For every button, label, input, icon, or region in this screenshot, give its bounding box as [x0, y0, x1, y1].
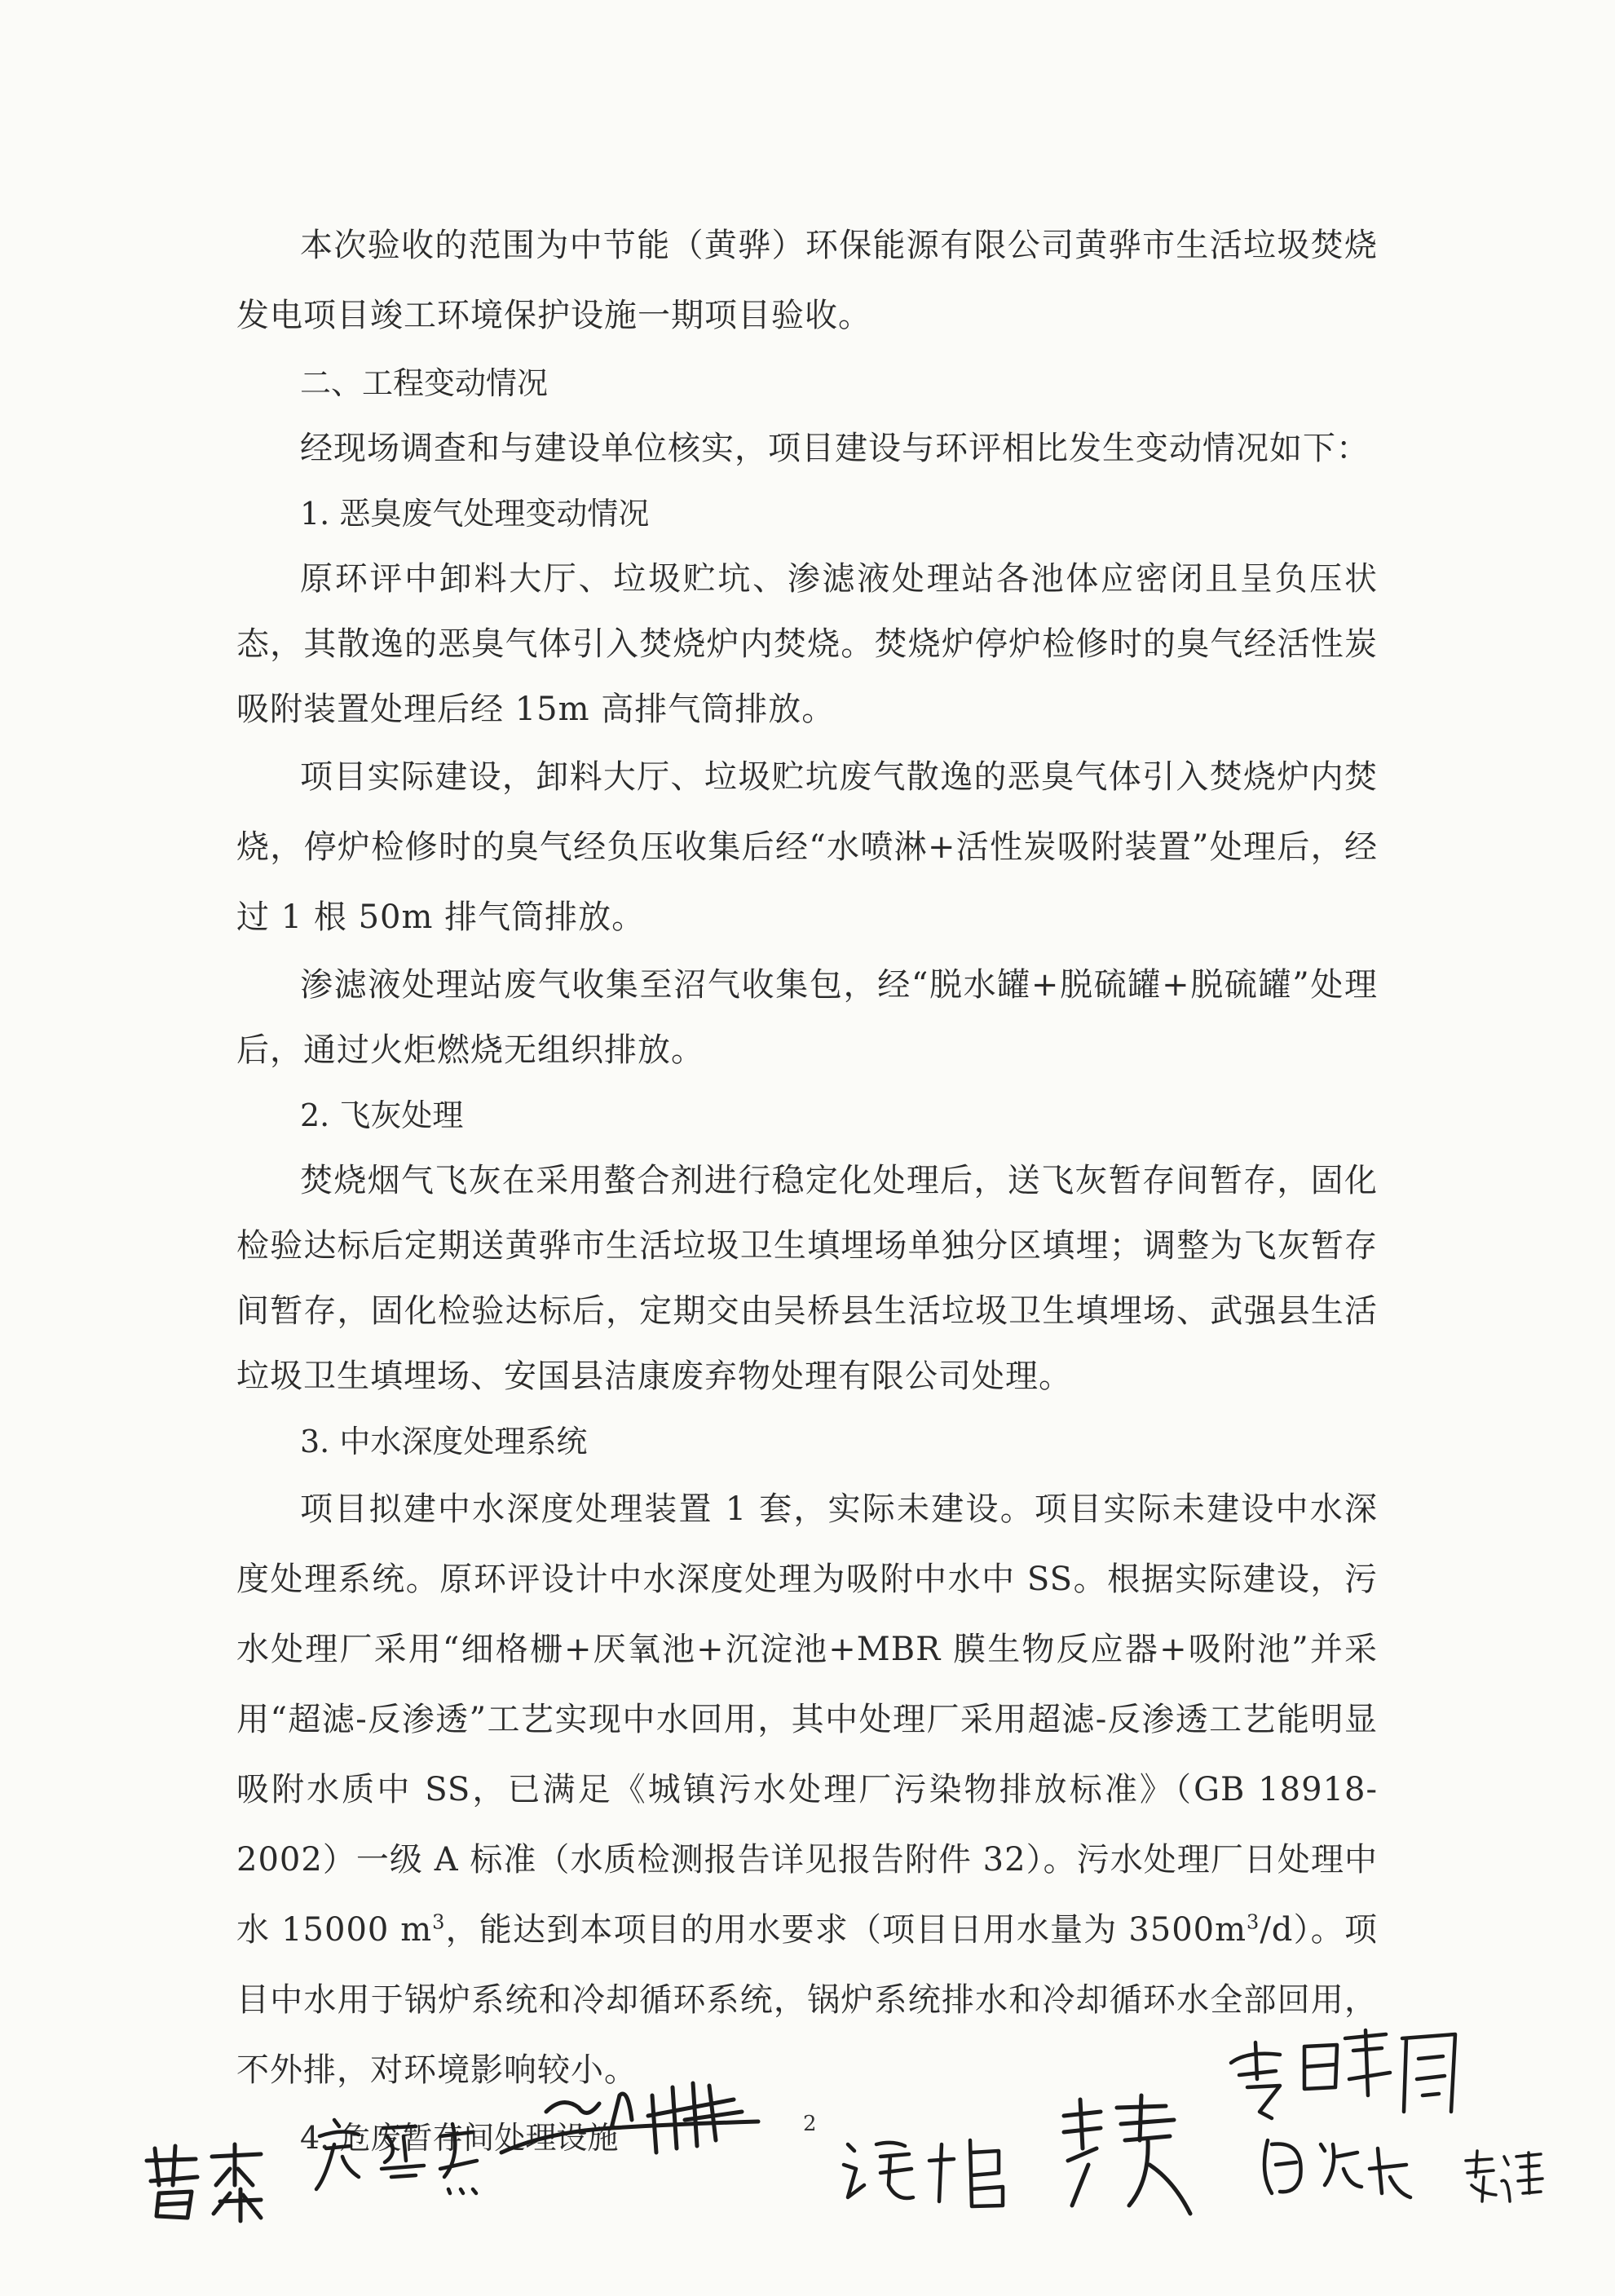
item1-paragraph-2: 项目实际建设，卸料大厅、垃圾贮坑废气散逸的恶臭气体引入焚烧炉内焚烧，停炉检修时的臭气经负压收集后经“水喷淋+活性炭吸附装置”处理后，经过 1 根 50m 排气筒排放。 [236, 758, 1378, 936]
item3-heading: 3. 中水深度处理系统 [300, 1424, 588, 1459]
paragraph-scope: 本次验收的范围为中节能（黄骅）环保能源有限公司黄骅市生活垃圾焚烧发电项目竣工环境保护设施一期项目验收。 [236, 227, 1378, 334]
signature-tan-duan [1052, 2091, 1207, 2222]
section-heading-changes: 二、工程变动情况 [300, 365, 549, 401]
signature-tan-renchen [832, 2128, 1019, 2218]
signature-zong-xueyan [310, 2112, 505, 2201]
superscript-cubic: 3 [432, 1910, 446, 1934]
paragraph-intro: 经现场调查和与建设单位核实，项目建设与环评相比发生变动情况如下： [300, 430, 1370, 467]
item1-paragraph-3: 渗滤液处理站废气收集至沼气收集包，经“脱水罐+脱硫罐+脱硫罐”处理后，通过火炬燃烧无组织排放。 [236, 966, 1378, 1069]
item3-paragraph-1 [236, 1474, 1378, 2105]
item3-text-b: ，能达到本项目的用水要求（项目日用水量为 3500m [445, 1911, 1247, 1949]
item1-paragraph-1: 原环评中卸料大厅、垃圾贮坑、渗滤液处理站各池体应密闭且呈负压状态，其散逸的恶臭气体引入焚烧炉内焚烧。焚烧炉停炉检修时的臭气经活性炭吸附装置处理后经 15m 高排气筒排放。 [236, 560, 1378, 728]
page-number: 2 [803, 2112, 817, 2136]
signature-scribble-strikethrough [497, 2071, 766, 2169]
superscript-cubic-2: 3 [1247, 1910, 1260, 1934]
signature-zhao-qian [1459, 2144, 1549, 2210]
signature-li-xiaoyuan [1223, 2022, 1467, 2144]
item1-heading: 1. 恶臭废气处理变动情况 [300, 496, 650, 532]
item2-paragraph-1: 焚烧烟气飞灰在采用螯合剂进行稳定化处理后，送飞灰暂存间暂存，固化检验达标后定期送黄骅市生活垃圾卫生填埋场单独分区填埋；调整为飞灰暂存间暂存，固化检验达标后，定期交由吴桥县生活垃圾卫生填埋场、武强县生活垃圾卫生填埋场、安国县洁康废弃物处理有限公司处理。 [236, 1162, 1378, 1395]
item4-heading: 4. 危废暂存间处理设施 [300, 2120, 619, 2156]
document-body [236, 210, 1378, 2170]
signature-tian-xing [1255, 2128, 1419, 2210]
item3-text-c: /d）。项目中水用于锅炉系统和冷却循环系统，锅炉系统排水和冷却循环水全部回用，不外排，对环境影响较小。 [236, 1911, 1378, 2089]
item2-heading: 2. 飞灰处理 [300, 1097, 464, 1133]
item3-text-a: 项目拟建中水深度处理装置 1 套，实际未建设。项目实际未建设中水深度处理系统。原环评设计中水深度处理为吸附中水中 SS。根据实际建设，污水处理厂采用“细格栅+厌氧池+沉淀池+MBR 膜生物反应器+吸附池”并采用“超滤-反渗透”工艺实现中水回用，其中处理厂采用超滤-反渗透工艺能明显吸附水质中 SS，已满足《城镇污水处理厂污染物排放标准》（GB 18918-2002）一级 A 标准（水质检测报告详见报告附件 32）。污水处理厂日处理中水 15000 m [236, 1490, 1378, 1949]
signature-cao-sen [139, 2136, 269, 2226]
